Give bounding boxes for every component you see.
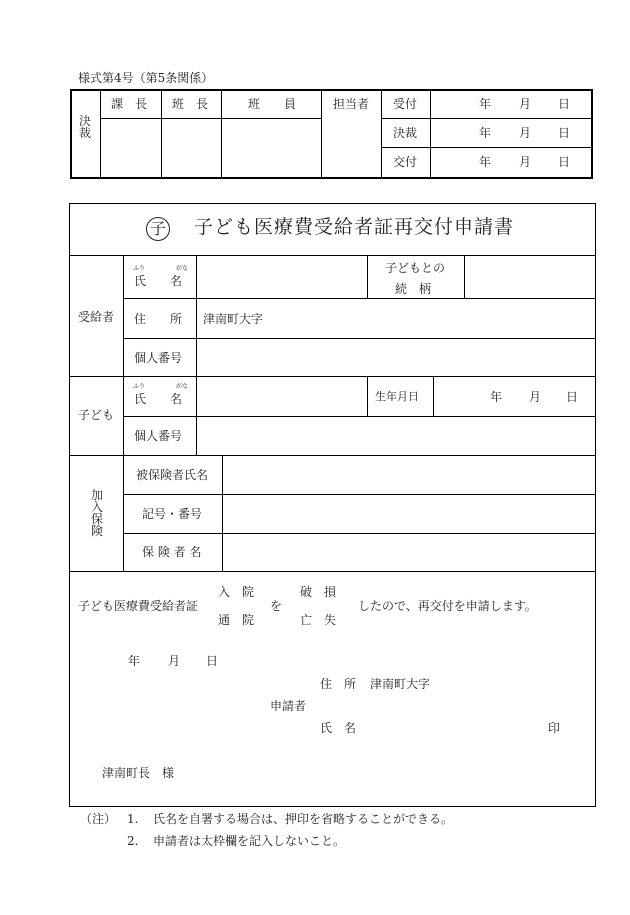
statement-option-nyuin: 入 院: [218, 585, 255, 599]
insurance-code-label: 記号・番号: [142, 507, 203, 521]
note-text: 申請者は太枠欄を記入しないこと。: [153, 834, 346, 848]
furigana-label: がな: [176, 265, 189, 272]
ymd-month: 月: [519, 155, 532, 169]
statement-option-boshitsu: 亡 失: [300, 613, 337, 627]
ymd-year: 年: [128, 654, 141, 668]
relation-label: 続 柄: [395, 282, 432, 296]
addressee: 津南町長 様: [102, 766, 175, 780]
ymd-year: 年: [490, 390, 503, 404]
insurer-name-label: 保 険 者 名: [142, 545, 202, 559]
statement-tail: したので、再交付を申請します。: [358, 599, 537, 613]
statement-lead: 子ども医療費受給者証: [78, 599, 199, 613]
furigana-label: ふり: [133, 265, 146, 272]
statement-option-tsuin: 通 院: [218, 613, 255, 627]
applicant-label: 申請者: [270, 699, 307, 713]
ymd-year: 年: [479, 97, 492, 111]
applicant-address-value: 津南町大字: [370, 677, 431, 691]
insurance-section-label: 加 入 保 険: [90, 488, 103, 538]
ymd-day: 日: [566, 390, 579, 404]
recipient-mynumber-label: 個人番号: [134, 351, 183, 365]
kessai-label: 決裁: [78, 114, 91, 140]
row-kofu-label: 交付: [393, 155, 418, 169]
child-section-label: 子ども: [78, 408, 115, 422]
note-text: 氏名を自署する場合は、押印を省略することができる。: [153, 812, 454, 826]
statement-option-hason: 破 損: [300, 585, 337, 599]
page-title: 子ども医療費受給者証再交付申請書: [194, 216, 515, 238]
seal-mark: 印: [548, 721, 561, 735]
row-kessai-label: 決裁: [393, 126, 418, 140]
notes-label: （注）: [80, 812, 117, 826]
ymd-year: 年: [479, 155, 492, 169]
recipient-address-label: 住 所: [134, 312, 183, 326]
row-uketsuke-label: 受付: [393, 97, 418, 111]
ymd-year: 年: [479, 126, 492, 140]
furigana-label: ふり: [133, 383, 146, 390]
child-mynumber-label: 個人番号: [134, 429, 183, 443]
ymd-day: 日: [558, 97, 571, 111]
header-tantosha: 担当者: [333, 97, 370, 111]
birth-label: 生年月日: [375, 390, 419, 403]
ymd-day: 日: [558, 155, 571, 169]
child-name-label: 氏 名: [134, 392, 183, 406]
ymd-month: 月: [529, 390, 542, 404]
relation-label: 子どもとの: [385, 261, 446, 275]
furigana-label: がな: [176, 383, 189, 390]
statement-wo: を: [270, 599, 283, 613]
ymd-day: 日: [206, 654, 219, 668]
insured-name-label: 被保険者氏名: [136, 468, 209, 482]
recipient-section-label: 受給者: [78, 310, 115, 324]
note-number: 1.: [127, 812, 139, 826]
child-mark-icon: 子: [146, 217, 170, 241]
applicant-address-label: 住 所: [320, 677, 357, 691]
ymd-month: 月: [168, 654, 181, 668]
form-number: 様式第4号（第5条関係）: [78, 71, 214, 85]
header-kacho: 課 長: [111, 97, 148, 111]
header-hanin: 班 員: [248, 97, 297, 111]
note-number: 2.: [127, 834, 139, 848]
applicant-name-label: 氏 名: [320, 721, 357, 735]
header-hancho: 班 長: [172, 97, 209, 111]
ymd-day: 日: [558, 126, 571, 140]
ymd-month: 月: [519, 97, 532, 111]
ymd-month: 月: [519, 126, 532, 140]
recipient-name-label: 氏 名: [134, 274, 183, 288]
recipient-address-value: 津南町大字: [203, 312, 264, 326]
